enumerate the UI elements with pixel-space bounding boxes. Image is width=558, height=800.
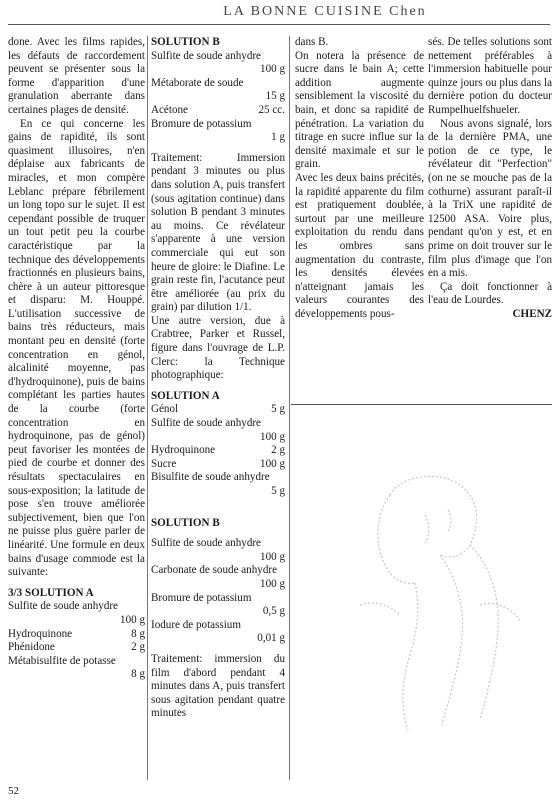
recipe-row [151,63,285,77]
column-3 [295,36,424,321]
col2-solution-b-title: SOLUTION B [151,36,220,48]
recipe-row-label: Bromure de potassium [151,117,252,130]
col3-paragraph-3: Avec les deux bains précités, la rapidité apparente du film est pratiquement doublée, surtout par une meilleure exploitation du rendu dans les ombres sans augmentation du contraste, les densités élevées n'atteignant jamais les valeurs courantes des développements pous- [295,171,424,320]
recipe-name: Phénidone [8,641,55,654]
recipe-qty: 5 g [271,403,285,416]
recipe-row-label: Sulfite de soude anhydre [151,537,261,550]
col3-paragraph-1: dans B. [295,36,329,48]
column-2 [151,36,285,721]
recipe-qty: 5 g [271,485,285,497]
recipe-row [151,431,285,445]
recipe-qty: 2 g [131,641,145,654]
recipe-row [151,551,285,565]
column-divider [289,36,290,780]
recipe-row-label: Métabisulfite de potasse [8,654,116,667]
recipe-qty: 1 g [271,131,285,144]
recipe-qty: 100 g [260,63,285,76]
recipe-qty: 100 g [260,577,285,590]
col1-paragraph-1: done. Avec les films rapides, les défauts de raccordement peuvent se présenter sous la forme d'apparition d'une granulation aberrante dans certaines plages de densité. [8,36,145,116]
recipe-qty: 100 g [120,613,145,626]
recipe-row [151,403,285,417]
recipe-name: Acétone [151,103,188,116]
col2-traitement-paragraph: Traitement: Immersion pendant 3 minutes ou plus dans solution A, puis transfert (sous agitation continue) dans solution B pendant 3 minutes au moins. Ce révélateur s'apparente à une version commerciale qui eut son heure de gloire: le Diafine. Le grain reste fin, l'acutance peut être améliorée (au prix du grain) par dilution 1/1. [151,151,285,314]
running-header: LA BONNE CUISINE Chen [223,4,427,19]
recipe-qty: 100 g [260,550,285,563]
recipe-qty: 100 g [260,457,285,470]
header-rule [8,24,550,25]
column-divider [147,36,148,780]
recipe-row [151,485,285,499]
recipe-row [151,578,285,592]
col1-paragraph-2: En ce qui concerne les gains de rapidité, ils sont quasiment illusoires, n'en déplaise aux fabricants de miracles, et mon compère Leblanc prépare fébrilement un long topo sur le sujet. Il est cependant possible de truquer un tout petit peu la courbe caractéristique par la technique des développements fractionnés en plusieurs bains, chère à un auteur pittoresque et disparu: M. Houppé. L'utilisation successive de bains très réducteurs, mais montant peu en densité (forte concentration en génol, alcalinité moyenne, pas d'hydroquinone), puis de bains complétant les parties hautes de la courbe (forte concentration en hydroquinone, pas de génol) peut favoriser les montées de pied de courbe et donner des résultats spectaculaires en sous-exposition; la latitude de pose s'en trouve améliorée subjectivement, bien que l'on ne puisse plus guère parler de linéarité. Une formule en deux bains d'usage commode est la suivante: [8,117,145,579]
recipe-row-label: Sulfite de soude anhydre [151,49,261,62]
col3-paragraph-2: On notera la présence de sucre dans le bain A; cette addition augmente sensiblement la viscosité du bain, et donc sa rapidité de pénétration. La variation du titrage en sucre influe sur la densité maximale et sur le grain. [295,49,424,171]
recipe-row-label: Sulfite de soude anhydre [8,600,118,613]
page-number: 52 [8,785,19,797]
recipe-qty: 15 g [265,90,285,103]
col4-paragraph-2: Nous avons signalé, lors de la dernière PMA, une potion de ce type, le révélateur dit "Perfection" (on ne se mouche pas de la cothurne) assurant paraît-il à la TriX une rapidité de 12500 ASA. Voire plus, pendant qu'on y est, et en prime on doit trouver sur le film plus d'image que l'on en a mis. [428,117,552,280]
recipe-qty: 25 cc. [258,103,285,116]
recipe-name: Hydroquinone [8,627,73,640]
recipe-row [151,444,285,458]
col4-paragraph-3: Ça doit fonctionner à l'eau de Lourdes. [428,280,552,307]
recipe-row [151,605,285,619]
recipe-row [8,641,145,655]
recipe-qty: 0,5 g [262,605,285,618]
col2-solution-b2-title: SOLUTION B [151,516,220,529]
column-1 [8,36,145,682]
recipe-row [151,90,285,104]
recipe-qty: 2 g [271,444,285,457]
recipe-row [8,628,145,642]
recipe-row-label: Métaborate de soude [151,76,244,89]
col2-solution-a-title: SOLUTION A [151,389,220,402]
recipe-row-label: Sulfite de soude anhydre [151,417,261,430]
recipe-row-label: Bisulfite de soude anhydre [151,471,270,484]
recipe-row-label: Iodure de potassium [151,618,241,631]
recipe-row [151,632,285,646]
col4-paragraph-1: sés. De telles solutions sont nettement préférables à l'immersion habituelle pour quinze jours ou plus dans la dernière potion du docteur Rumpelhuelfshueler. [428,36,552,116]
recipe-name: Hydroquinone [151,444,216,457]
recipe-qty: 100 g [260,430,285,443]
col1-solution-title: 3/3 SOLUTION A [8,586,94,599]
recipe-row [8,668,145,682]
recipe-name: Sucre [151,457,177,470]
faint-illustration [330,455,530,755]
recipe-qty: 0,01 g [257,632,285,645]
recipe-row-label: Bromure de potassium [151,591,252,604]
recipe-row [151,104,285,118]
recipe-row [8,614,145,628]
recipe-row-label: Carbonate de soude anhydre [151,564,277,577]
recipe-row [151,131,285,145]
recipe-row [151,458,285,472]
recipe-qty: 8 g [131,627,145,640]
author-signature: CHENZ [512,307,552,320]
section-rule [291,404,552,405]
recipe-name: Génol [151,403,179,416]
recipe-qty: 8 g [131,668,145,681]
col2-autre-version-paragraph: Une autre version, due à Crabtree, Parker et Russel, figure dans l'ouvrage de L.P. Clerc: la Technique photographique: [151,314,285,382]
col2-traitement2-paragraph: Traitement: immersion du film d'abord pendant 4 minutes dans A, puis transfert sous agitation pendant quatre minutes [151,652,285,720]
column-4 [428,36,552,321]
